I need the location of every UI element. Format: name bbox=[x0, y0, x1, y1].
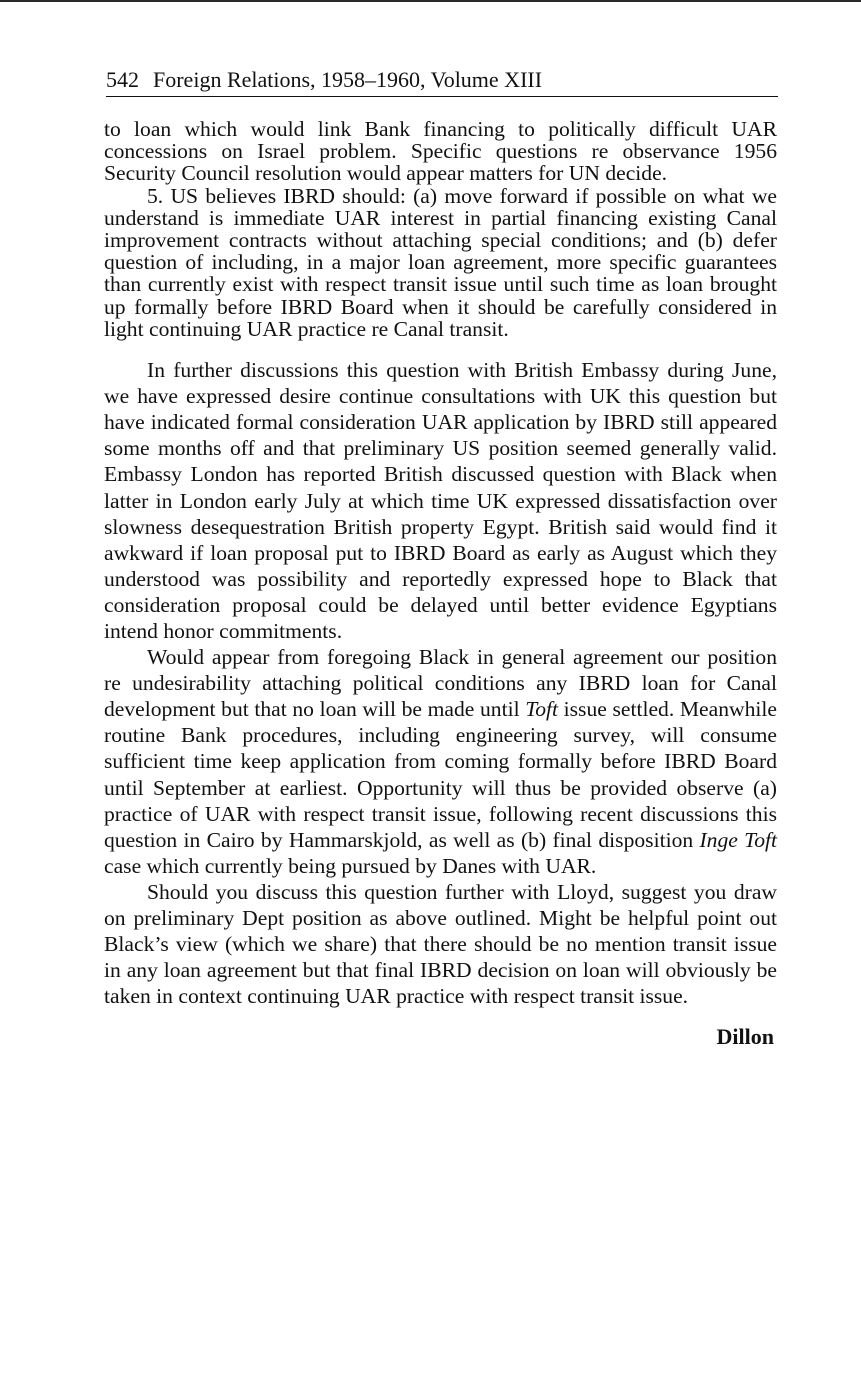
body-paragraph: In further discussions this question with British Embassy during June, we have expressed desire continue consultations with UK this question but have indicated formal consideration UAR application by IBRD still appeared some months off and that preliminary US position seemed generally valid. Embassy London has reported British discussed question with Black when latter in London early July at which time UK expressed dissatisfaction over slowness desequestration British property Egypt. British said would find it awkward if loan proposal put to IBRD Board as early as August which they understood was possibility and reportedly expressed hope to Black that consideration proposal could be delayed until better evidence Egyptians intend honor commitments. bbox=[104, 358, 777, 643]
italic-ship-name: Toft bbox=[525, 697, 559, 722]
main-text bbox=[104, 357, 777, 1009]
quoted-paragraph: to loan which would link Bank financing to politically difficult UAR concessions on Israel problem. Specific questions re observance 1956 Security Council resolution would appear matters for UN decide. bbox=[104, 117, 777, 186]
text-run: Would appear from foregoing Black in general agreement our position re undesirability attaching political conditions any IBRD loan for Canal development but that no loan will be made until bbox=[104, 645, 777, 722]
signature: Dillon bbox=[716, 1024, 774, 1050]
document-body bbox=[104, 118, 777, 1051]
volume-title: Foreign Relations, 1958–1960, Volume XIII bbox=[153, 67, 543, 92]
quoted-paragraph: 5. US believes IBRD should: (a) move forward if possible on what we understand is immediate UAR interest in partial financing existing Canal improvement contracts without attaching special conditions; and (b) defer question of including, in a major loan agreement, more specific guarantees than currently exist with respect transit issue until such time as loan brought up formally before IBRD Board when it should be carefully considered in light continuing UAR practice re Canal transit. bbox=[104, 183, 777, 341]
page-number: 542 bbox=[106, 67, 139, 92]
text-run: issue settled. Meanwhile routine Bank procedures, including engineering survey, will consume sufficient time keep application from coming formally before IBRD Board until September at earliest. Opportunity will thus be provided observe (a) practice of UAR with respect transit issue, following recent discussions this question in Cairo by Hammarskjold, as well as (b) final disposition bbox=[104, 697, 777, 852]
body-paragraph bbox=[104, 644, 777, 879]
quoted-telegram-block bbox=[104, 118, 777, 340]
text-run: case which currently being pursued by Danes with UAR. bbox=[104, 853, 597, 878]
page-top-edge bbox=[0, 0, 861, 2]
running-header bbox=[106, 64, 778, 97]
italic-ship-name: Inge Toft bbox=[699, 827, 777, 852]
body-paragraph: Should you discuss this question further with Lloyd, suggest you draw on preliminary Dept position as above outlined. Might be helpful point out Black’s view (which we share) that there should be no mention transit issue in any loan agreement but that final IBRD decision on loan will obviously be taken in context continuing UAR practice with respect transit issue. bbox=[104, 879, 777, 1009]
